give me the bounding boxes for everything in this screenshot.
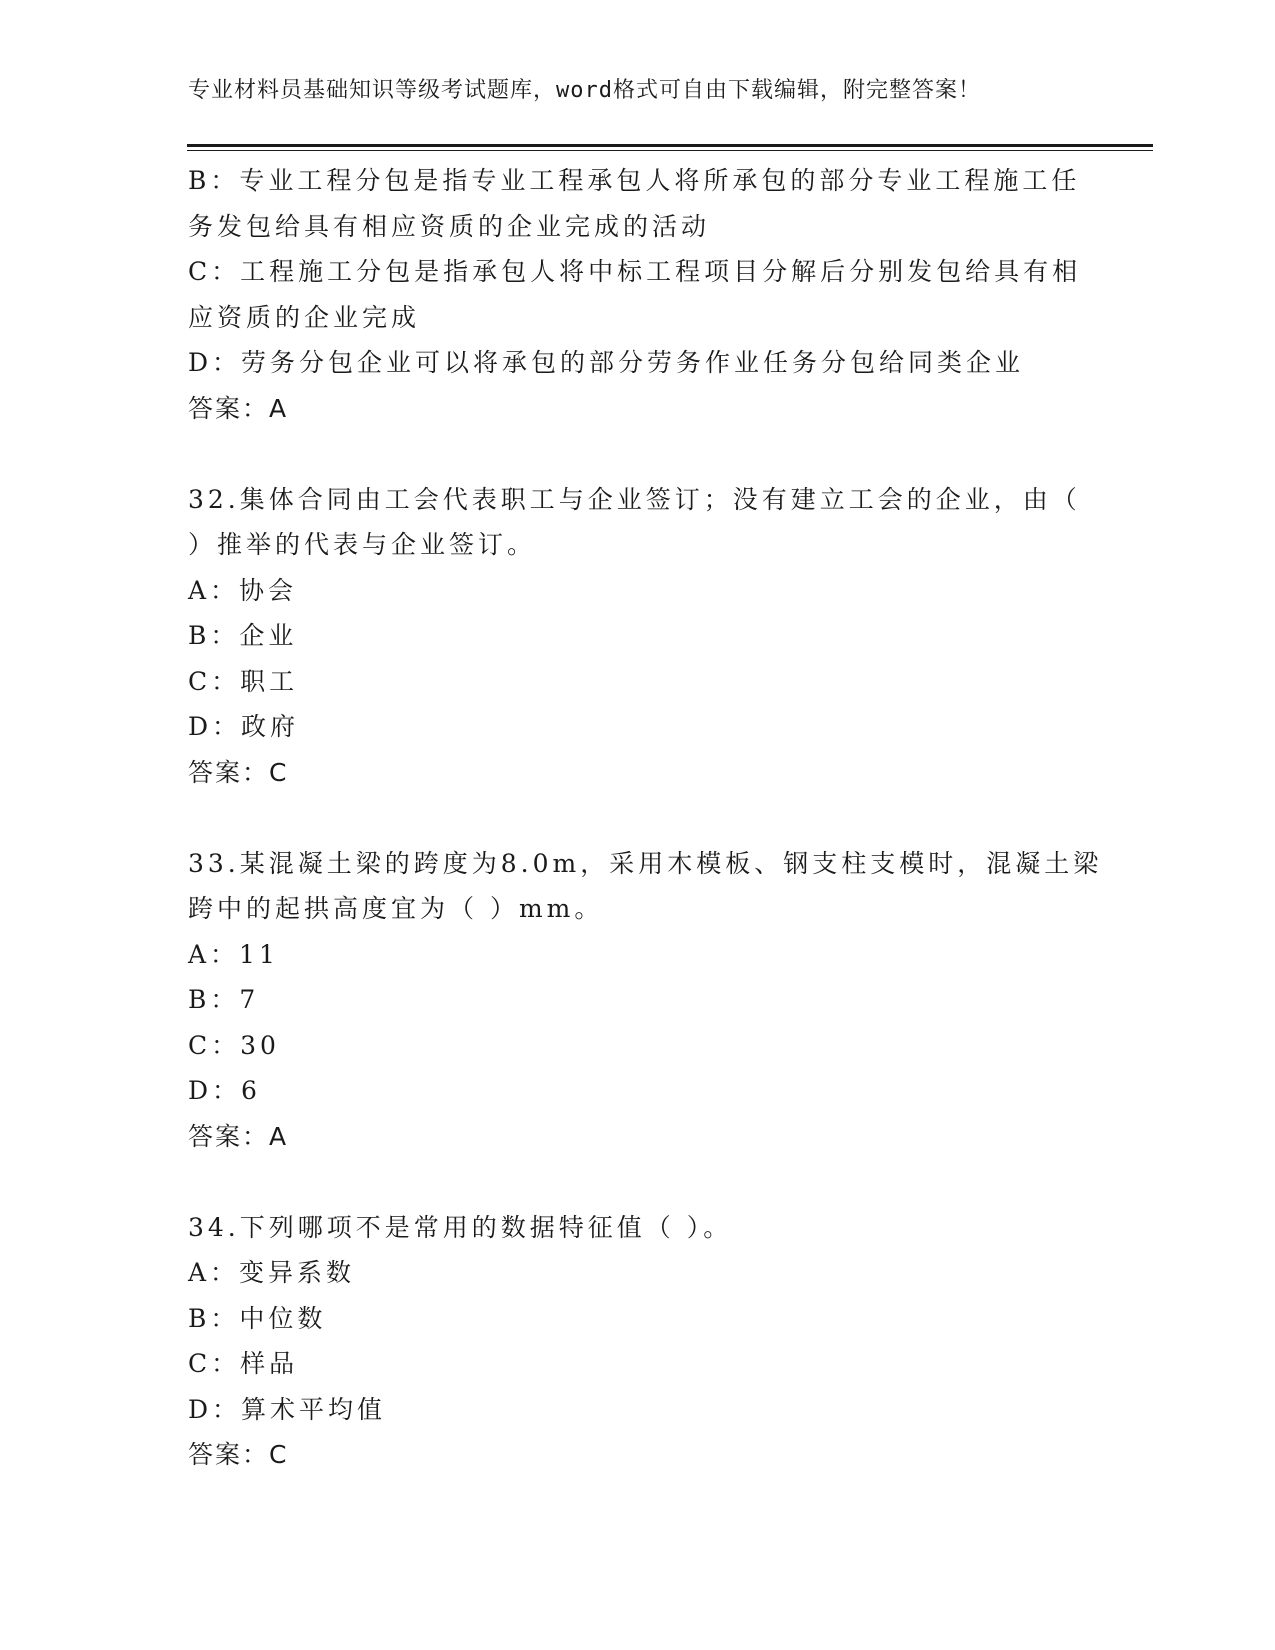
spacer	[188, 1159, 1088, 1205]
question-stem-line-2: ）推举的代表与企业签订。	[188, 530, 537, 559]
question-33	[188, 841, 1103, 1160]
option-b: B：中位数	[188, 1303, 327, 1333]
option-b-line-1: B：专业工程分包是指专业工程承包人将所承包的部分专业工程施工任	[188, 166, 1081, 195]
option-a: A：变异系数	[188, 1258, 356, 1287]
option-c-line-2: 应资质的企业完成	[188, 302, 421, 332]
answer-line: 答案：A	[188, 1121, 289, 1151]
option-d: D：6	[188, 1076, 261, 1105]
option-a: A：11	[188, 939, 279, 969]
question-34	[188, 1205, 1088, 1478]
answer-line: 答案：C	[188, 757, 289, 787]
question-stem-line-1: 32.集体合同由工会代表职工与企业签订；没有建立工会的企业，由（	[188, 484, 1081, 514]
spacer	[188, 431, 1088, 477]
document-body	[188, 158, 1103, 1478]
question-stem-line-1: 33.某混凝土梁的跨度为8.0m，采用木模板、钢支柱支模时，混凝土梁	[188, 848, 1103, 878]
question-32	[188, 477, 1088, 796]
question-31-continued	[188, 158, 1088, 431]
page-header: 专业材料员基础知识等级考试题库，word格式可自由下载编辑，附完整答案！	[188, 78, 981, 103]
spacer	[188, 795, 1088, 841]
option-b: B：企业	[188, 621, 298, 650]
answer-line: 答案：C	[188, 1440, 289, 1469]
option-a: A：协会	[188, 575, 298, 605]
question-stem-line-2: 跨中的起拱高度宜为（ ）mm。	[188, 894, 604, 923]
option-b-line-2: 务发包给具有相应资质的企业完成的活动	[188, 211, 711, 241]
option-d: D：劳务分包企业可以将承包的部分劳务作业任务分包给同类企业	[188, 348, 1025, 377]
header-rule-thin	[187, 150, 1153, 151]
option-c: C：样品	[188, 1349, 299, 1378]
header-rule-thick	[187, 144, 1153, 147]
option-b: B：7	[188, 985, 260, 1014]
question-stem: 34.下列哪项不是常用的数据特征值（ ）。	[188, 1212, 733, 1242]
option-c: C：30	[188, 1030, 280, 1060]
option-c: C：职工	[188, 666, 299, 696]
answer-line: 答案：A	[188, 393, 289, 423]
option-d: D：政府	[188, 712, 300, 741]
option-d: D：算术平均值	[188, 1394, 387, 1424]
option-c-line-1: C：工程施工分包是指承包人将中标工程项目分解后分别发包给具有相	[188, 257, 1082, 286]
